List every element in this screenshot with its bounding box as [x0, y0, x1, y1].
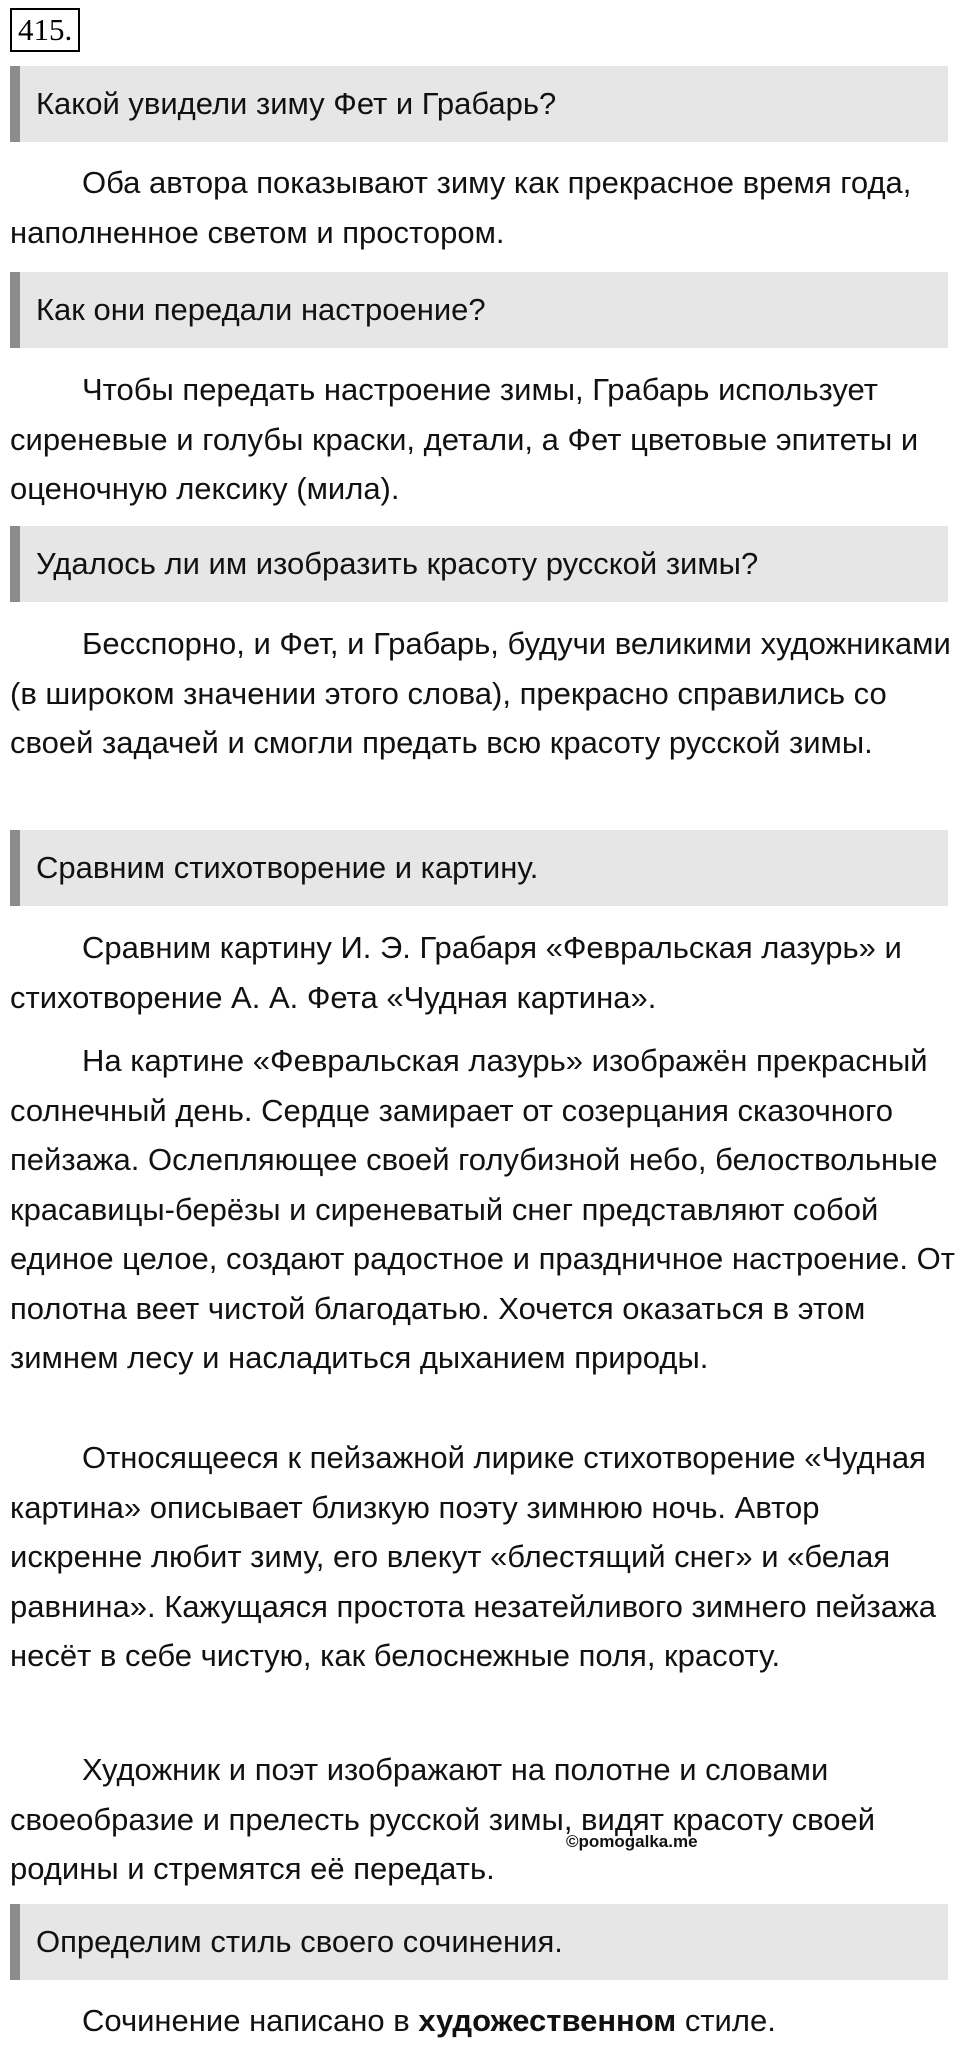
exercise-number: 415.: [10, 8, 80, 52]
final-style-word: художественном: [418, 2003, 677, 2038]
final-text-before: Сочинение написано в: [82, 2003, 419, 2038]
paragraph-painting: На картине «Февральская лазурь» изображён прекрасный солнечный день. Сердце замирает от созерцания сказочного пейзажа. Ослепляющее своей голубизной небо, белоствольные красавицы-берёзы и сиреневатый снег представляют собой единое целое, создают радостное и праздничное настроение. От полотна веет чистой благодатью. Хочется оказаться в этом зимнем лесу и насладиться дыханием природы.: [10, 1043, 955, 1375]
answer-3: Бесспорно, и Фет, и Грабарь, будучи великими художниками (в широком значении этого слова), прекрасно справились со своей задачей и смогли предать всю красоту русской зимы.: [10, 626, 951, 760]
answer-2: Чтобы передать настроение зимы, Грабарь использует сиреневые и голубы краски, детали, а Фет цветовые эпитеты и оценочную лексику (мила).: [10, 372, 919, 506]
paragraph-conclusion: Художник и поэт изображают на полотне и словами своеобразие и прелесть русской зимы, видят красоту своей родины и стремятся её передать.: [10, 1752, 876, 1886]
final-text-after: стиле.: [676, 2003, 776, 2038]
question-bar-1: Какой увидели зиму Фет и Грабарь?: [10, 66, 948, 142]
question-bar-5: Определим стиль своего сочинения.: [10, 1904, 948, 1980]
watermark: ©pomogalka.me: [566, 1832, 698, 1851]
paragraph-poem: Относящееся к пейзажной лирике стихотворение «Чудная картина» описывает близкую поэту зимнюю ночь. Автор искренне любит зиму, его влекут «блестящий снег» и «белая равнина». Кажущаяся простота незатейливого зимнего пейзажа несёт в себе чистую, как белоснежные поля, красоту.: [10, 1440, 936, 1673]
question-bar-2: Как они передали настроение?: [10, 272, 948, 348]
paragraph-compare: Сравним картину И. Э. Грабаря «Февральская лазурь» и стихотворение А. А. Фета «Чудная картина».: [10, 930, 902, 1015]
question-bar-3: Удалось ли им изобразить красоту русской зимы?: [10, 526, 948, 602]
answer-1: Оба автора показывают зиму как прекрасное время года, наполненное светом и простором.: [10, 165, 912, 250]
final-sentence: [10, 1996, 960, 2046]
question-bar-4: Сравним стихотворение и картину.: [10, 830, 948, 906]
